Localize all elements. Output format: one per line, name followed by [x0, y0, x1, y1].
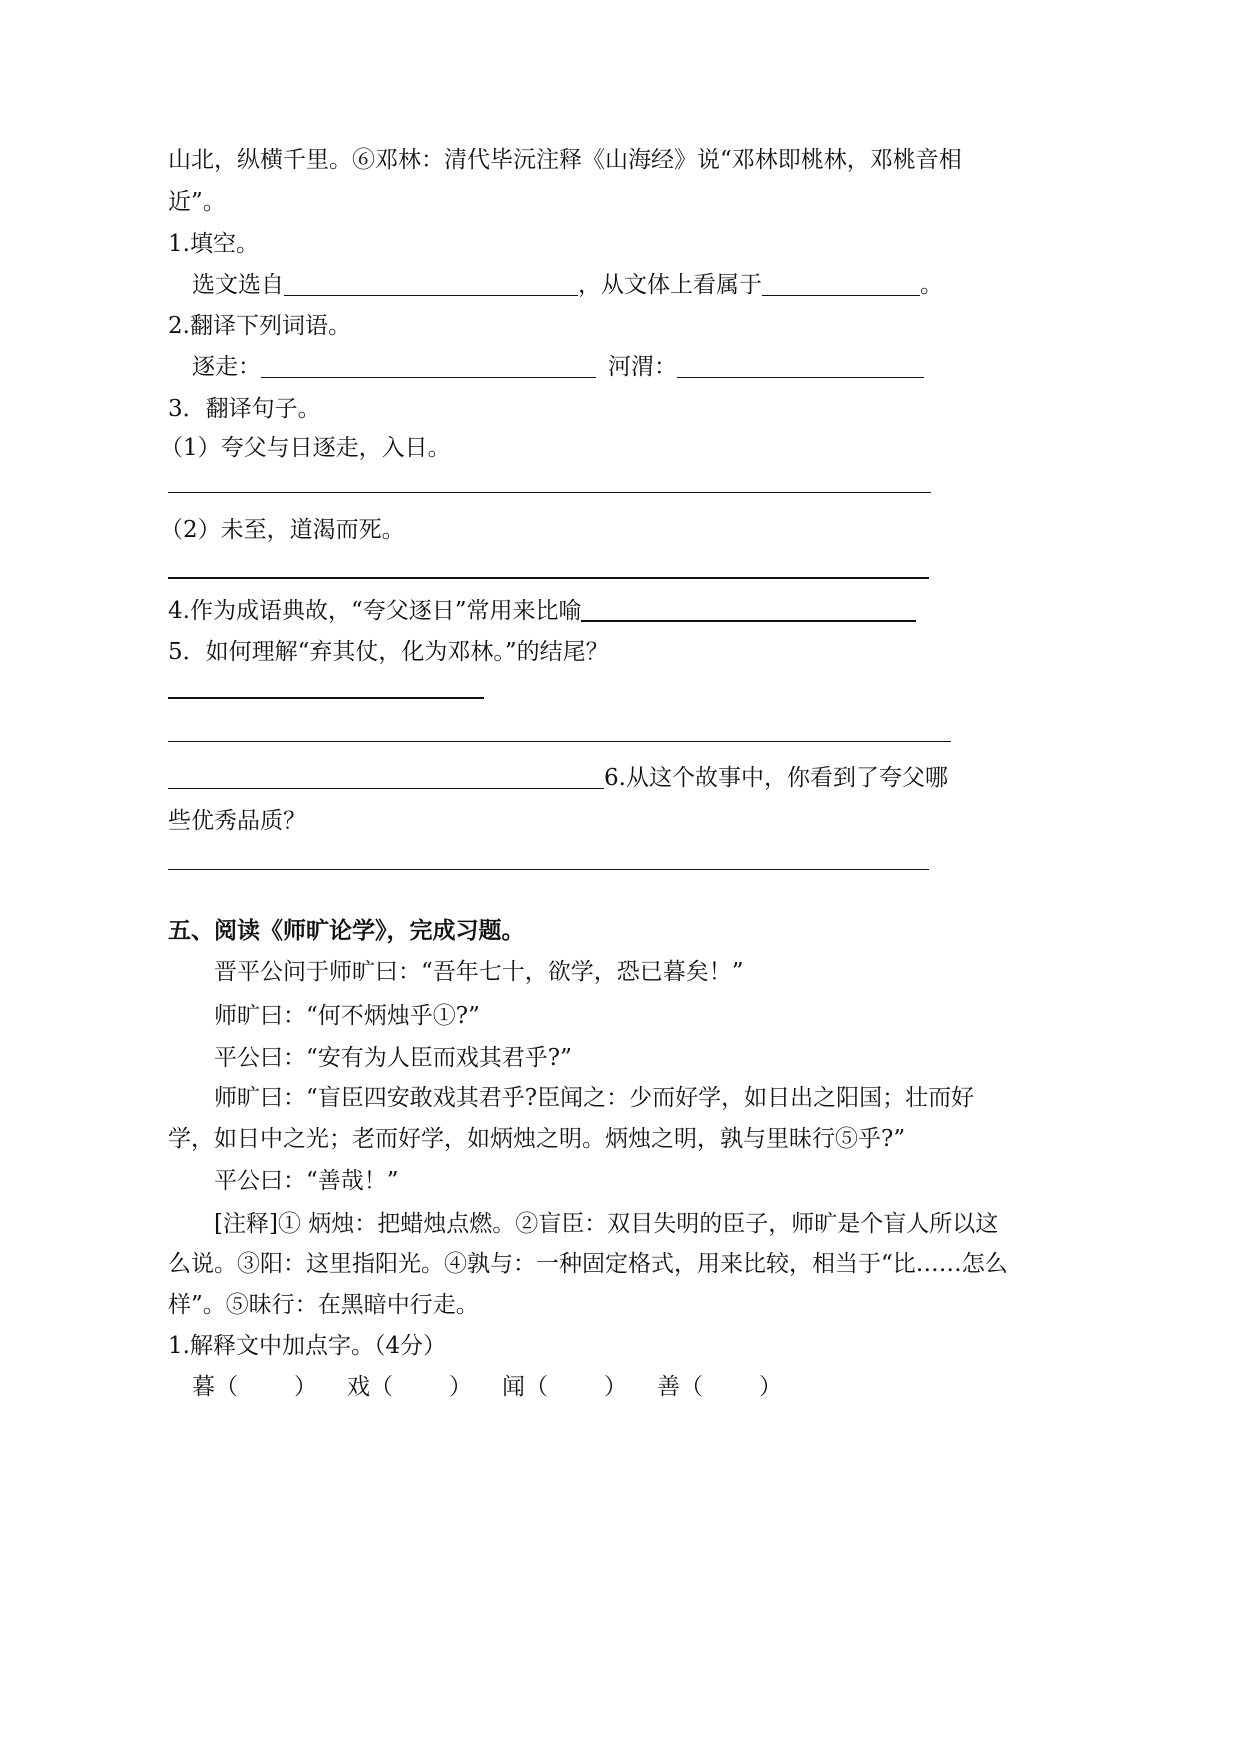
notes-continuation-line-2: 近”。	[168, 189, 226, 215]
passage-line-6: 平公曰：“善哉！”	[214, 1168, 399, 1194]
passage-line-5: 学，如日中之光；老而好学，如炳烛之明。炳烛之明，孰与里昧行⑤乎?”	[168, 1126, 906, 1152]
word-item-4-close: ）	[759, 1374, 782, 1400]
q3-sentence-1-answer-line[interactable]	[168, 492, 931, 493]
question-6-row	[168, 763, 948, 793]
passage-line-4: 师旷曰：“盲臣四安敢戏其君乎?臣闻之：少而好学，如日出之阳国；壮而好	[214, 1085, 975, 1111]
q4-answer-blank[interactable]	[581, 596, 916, 622]
word-item-2-close: ）	[449, 1374, 472, 1400]
passage-line-2: 师旷曰：“何不炳烛乎①?”	[214, 1003, 480, 1029]
word-item-4: 善（	[657, 1374, 703, 1400]
q2-term-2: 河渭：	[608, 354, 677, 380]
passage-line-3: 平公曰：“安有为人臣而戏其君乎?”	[214, 1045, 572, 1071]
q5-answer-line-1[interactable]	[168, 697, 484, 699]
q3-sentence-2: （2）未至，道渴而死。	[160, 517, 405, 543]
q1-middle: ，从文体上看属于	[578, 272, 762, 298]
question-2-title: 2.翻译下列词语。	[168, 313, 351, 339]
q1-genre-blank[interactable]	[762, 271, 920, 296]
q1-suffix: 。	[920, 272, 943, 298]
q6-answer-line[interactable]	[168, 869, 929, 870]
q1-prefix: 选文选自	[192, 272, 284, 298]
q4-text: 4.作为成语典故，“夸父逐日”常用来比喻	[168, 598, 582, 624]
question-5-text: 5．如何理解“弃其仗，化为邓林。”的结尾？	[168, 639, 609, 665]
question-1-fill-row	[192, 270, 943, 300]
word-explain-row	[192, 1372, 782, 1402]
q6-text-continued: 些优秀品质？	[168, 808, 306, 834]
question-4-row	[168, 596, 916, 626]
q6-text: 6.从这个故事中，你看到了夸父哪	[604, 765, 948, 791]
notes-line-1: [注释]① 炳烛：把蜡烛点燃。②盲臣：双目失明的臣子，师旷是个盲人所以这	[214, 1211, 999, 1237]
q5-answer-line-3[interactable]	[168, 764, 604, 789]
q5-answer-line-2[interactable]	[168, 741, 951, 742]
q2-term-1-blank[interactable]	[261, 353, 596, 378]
question-2-terms-row	[192, 352, 924, 382]
notes-line-3: 样”。⑤昧行：在黑暗中行走。	[168, 1292, 479, 1318]
word-item-1: 暮（	[192, 1374, 238, 1400]
notes-line-2: 么说。③阳：这里指阳光。④孰与：一种固定格式，用来比较，相当于“比……怎么	[168, 1251, 1008, 1277]
passage-line-1: 晋平公问于师旷曰：“吾年七十，欲学，恐已暮矣！”	[214, 959, 744, 985]
word-item-2: 戏（	[347, 1374, 393, 1400]
q3-sentence-2-answer-line[interactable]	[168, 577, 929, 579]
section-5-question-1-title: 1.解释文中加点字。（4分）	[168, 1333, 447, 1359]
question-3-title: 3．翻译句子。	[168, 396, 321, 422]
section-5-heading: 五、阅读《师旷论学》，完成习题。	[168, 918, 525, 944]
q1-source-blank[interactable]	[284, 271, 578, 296]
word-item-1-close: ）	[294, 1374, 317, 1400]
question-1-title: 1.填空。	[168, 231, 259, 257]
word-item-3: 闻（	[502, 1374, 548, 1400]
q2-term-1: 逐走：	[192, 354, 261, 380]
notes-continuation-line-1: 山北，纵横千里。⑥邓林：清代毕沅注释《山海经》说“邓林即桃林，邓桃音相	[168, 147, 962, 173]
q3-sentence-1: （1）夸父与日逐走，入日。	[160, 435, 451, 461]
word-item-3-close: ）	[604, 1374, 627, 1400]
q2-term-2-blank[interactable]	[677, 353, 924, 378]
